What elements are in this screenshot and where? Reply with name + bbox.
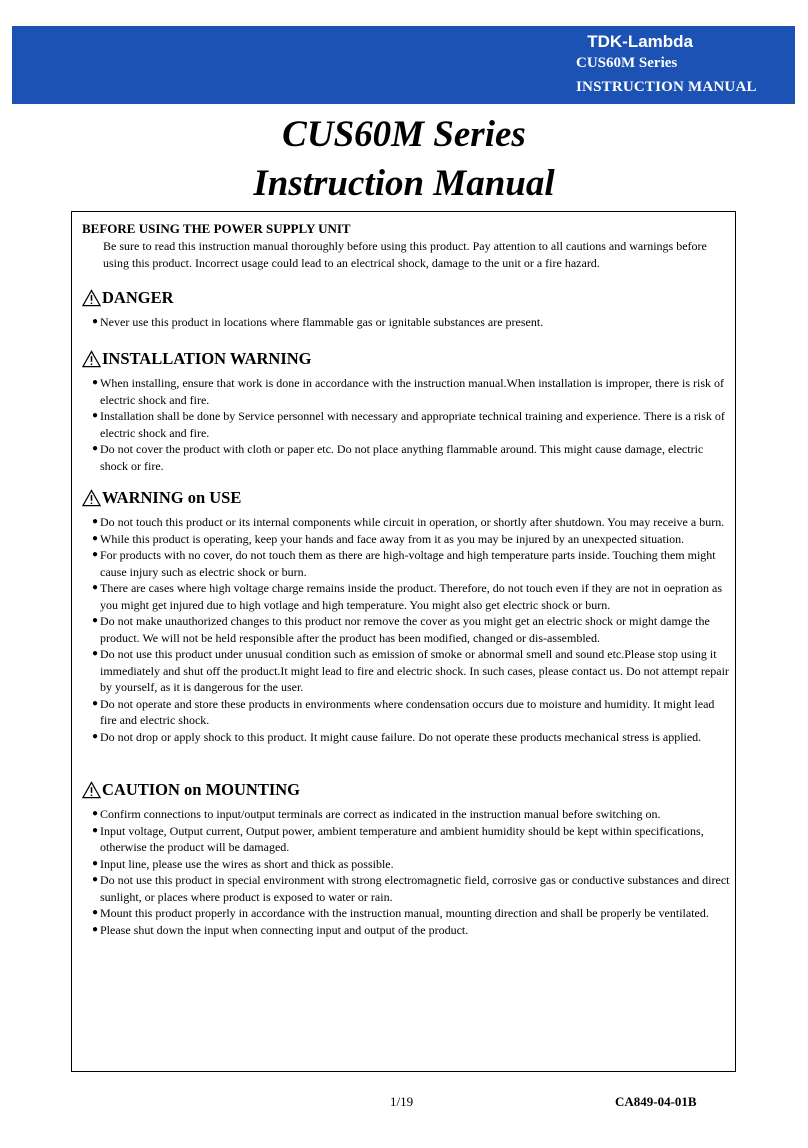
list-item: ● Input line, please use the wires as short and thick as possible. [92, 856, 394, 871]
list-item: ● Do not drop or apply shock to this product. It might cause failure. Do not operate these products mechanical stress is applied. [92, 729, 702, 744]
list-item: ● Please shut down the input when connecting input and output of the product. [92, 922, 469, 937]
manual-label: INSTRUCTION MANUAL [576, 79, 757, 95]
section-heading: CAUTION on MOUNTING [102, 780, 301, 799]
section-heading: WARNING on USE [102, 488, 242, 507]
section-heading: DANGER [102, 288, 174, 307]
section-caution-on-mounting [82, 778, 730, 938]
list-item: ● Do not cover the product with cloth or paper etc. Do not place anything flammable around. This might cause damage, electric shock or fire. [92, 442, 704, 473]
before-using-heading: BEFORE USING THE POWER SUPPLY UNIT [82, 221, 351, 236]
bullet-list [82, 314, 730, 331]
document-code: CA849-04-01B [615, 1094, 697, 1109]
list-item: ● Do not use this product in special environment with strong electromagnetic field, corrosive gas or conductive substances and direct sunlight, or places where product is exposed to water or rain. [92, 873, 730, 904]
section-danger [82, 286, 730, 331]
page-title-line1: CUS60M Series [282, 114, 526, 155]
list-item: ● Do not make unauthorized changes to this product nor remove the cover as you might get an electric shock or might damge the product. We will not be held responsible after the product has been modified, changed or dis-assembled. [92, 614, 710, 645]
list-item: ● There are cases where high voltage charge remains inside the product. Therefore, do not touch even if they are not in oepration as you might get injured due to high votlage and high temperature. You might also get electric shock or burn. [92, 581, 722, 612]
warning-triangle-icon [82, 350, 101, 368]
list-item: ● For products with no cover, do not touch them as there are high-voltage and high temperature parts inside. Touching them might cause injury such as electric shock or burn. [92, 548, 716, 579]
list-item: ● Input voltage, Output current, Output power, ambient temperature and ambient humidity should be kept within specifications, otherwise the product will be damaged. [92, 823, 704, 854]
section-installation-warning [82, 347, 730, 474]
bullet-list [82, 806, 730, 938]
brand-name: TDK-Lambda [587, 32, 693, 51]
list-item: ● Confirm connections to input/output terminals are correct as indicated in the instruction manual before switching on. [92, 807, 661, 821]
list-item: ● Do not use this product under unusual condition such as emission of smoke or abnormal smell and sound etc.Please stop using it immediately and shut off the product.It might lead to fire and electric shock. In such cases, please contact us. Do not attempt repair by yourself, as it is dangerous for the user. [92, 647, 729, 694]
series-name: CUS60M Series [576, 55, 678, 71]
warning-triangle-icon [82, 489, 101, 507]
section-heading: INSTALLATION WARNING [102, 349, 312, 368]
list-item: ● Installation shall be done by Service personnel with necessary and appropriate technical training and experience. There is a risk of electric shock and fire. [92, 409, 725, 440]
list-item: ● Do not touch this product or its internal components while circuit in operation, or shortly after shutdown. You may receive a burn. [92, 515, 725, 529]
bullet-list [82, 375, 730, 474]
list-item: ● When installing, ensure that work is done in accordance with the instruction manual.When installation is improper, there is risk of electric shock and fire. [92, 376, 725, 407]
warning-triangle-icon [82, 289, 101, 307]
list-item: ● Mount this product properly in accordance with the instruction manual, mounting direction and shall be properly be ventilated. [92, 906, 709, 920]
list-item: ● While this product is operating, keep your hands and face away from it as you may be injured by an unexpected situation. [92, 531, 685, 546]
page-number: 1/19 [390, 1094, 414, 1109]
bullet-list [82, 514, 730, 745]
section-warning-on-use [82, 486, 730, 745]
warning-triangle-icon [82, 781, 101, 799]
before-using-text: Be sure to read this instruction manual thoroughly before using this product. Pay attention to all cautions and warnings before using this product. Incorrect usage could lead to an electrical shock, damage to the unit or a fire hazard. [103, 239, 707, 270]
page-title-line2: Instruction Manual [253, 163, 555, 204]
header-banner [12, 26, 795, 104]
list-item: ● Never use this product in locations where flammable gas or ignitable substances are present. [92, 315, 544, 329]
list-item: ● Do not operate and store these products in environments where condensation occurs due to moisture and humidity. It might lead fire and electric shock. [92, 696, 715, 727]
